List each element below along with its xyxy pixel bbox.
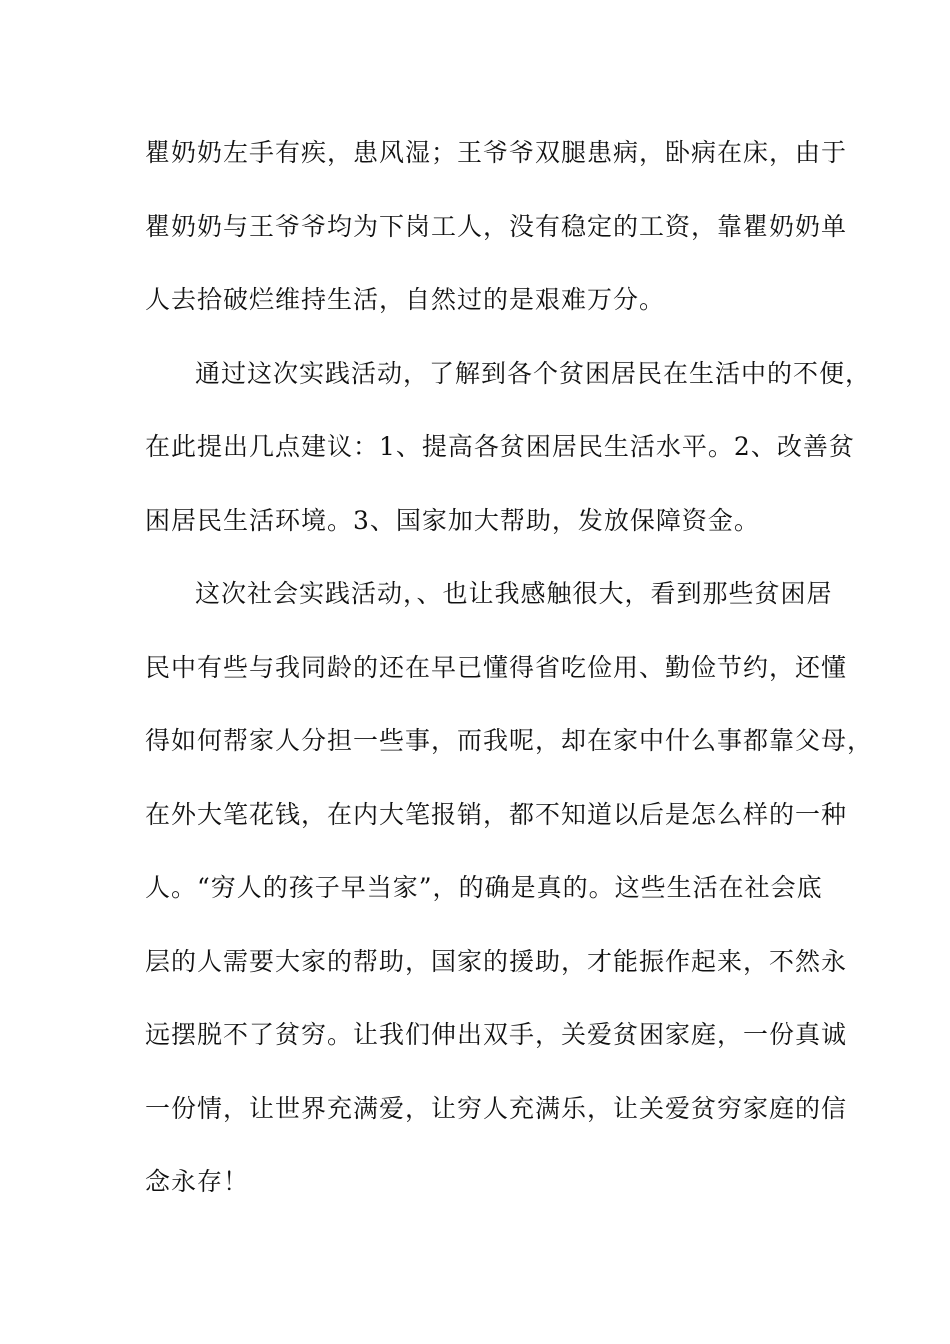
text-line: 困居民生活环境。3、国家加大帮助，发放保障资金。 <box>145 505 760 535</box>
text-line: 瞿奶奶左手有疾，患风湿；王爷爷双腿患病，卧病在床，由于 <box>145 138 848 167</box>
text-line: 得如何帮家人分担一些事，而我呢，却在家中什么事都靠父母， <box>145 726 874 755</box>
text-line: 民中有些与我同龄的还在早已懂得省吃俭用、勤俭节约，还懂 <box>145 652 848 682</box>
text-line: 层的人需要大家的帮助，国家的援助，才能振作起来，不然永 <box>145 946 848 976</box>
text-line: 瞿奶奶与王爷爷均为下岗工人，没有稳定的工资，靠瞿奶奶单 <box>145 211 848 241</box>
text-line: 念永存！ <box>145 1167 250 1196</box>
text-line: 人去拾破烂维持生活，自然过的是艰难万分。 <box>145 285 666 314</box>
text-line: 一份情，让世界充满爱，让穷人充满乐，让关爱贫穷家庭的信 <box>145 1093 848 1123</box>
text-line: 远摆脱不了贫穷。让我们伸出双手，关爱贫困家庭，一份真诚 <box>145 1020 848 1049</box>
text-line: 在此提出几点建议：1、提高各贫困居民生活水平。2、改善贫 <box>145 432 855 461</box>
paragraph-start-line: 这次社会实践活动，、也让我感触很大，看到那些贫困居 <box>195 579 833 608</box>
text-line: 人。“穷人的孩子早当家”，的确是真的。这些生活在社会底 <box>145 873 823 902</box>
text-line: 在外大笔花钱，在内大笔报销，都不知道以后是怎么样的一种 <box>145 799 848 829</box>
body-text <box>145 128 874 1231</box>
paragraph-start-line: 通过这次实践活动，了解到各个贫困居民在生活中的不便， <box>195 358 872 388</box>
